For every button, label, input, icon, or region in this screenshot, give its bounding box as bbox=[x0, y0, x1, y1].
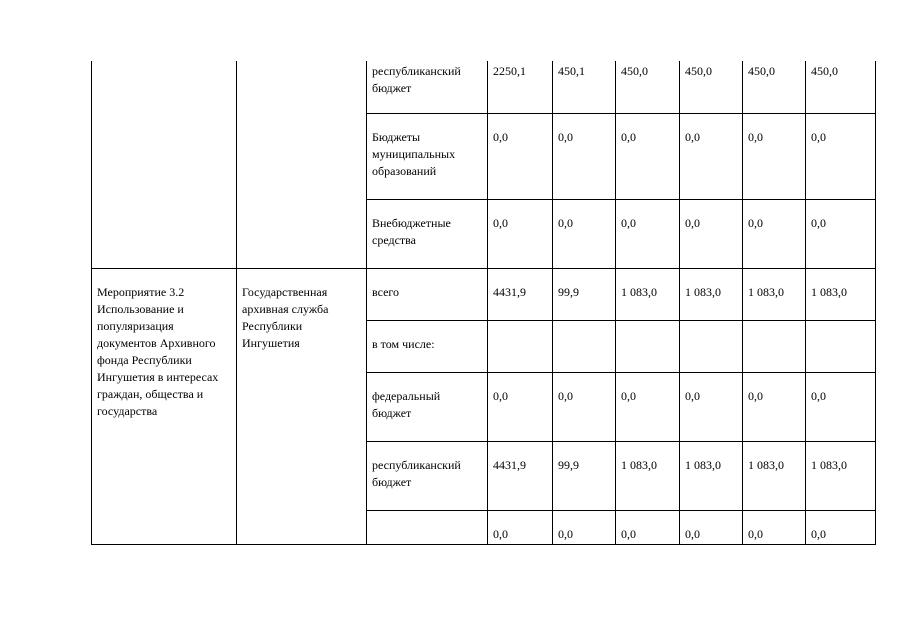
value-cell: 4431,9 bbox=[488, 268, 553, 320]
value-cell bbox=[680, 320, 743, 372]
funding-source-cell bbox=[367, 510, 488, 544]
empty-name-cell bbox=[92, 61, 237, 268]
value-cell: 0,0 bbox=[680, 199, 743, 268]
funding-source-cell: федеральный бюджет bbox=[367, 372, 488, 441]
value-cell: 0,0 bbox=[743, 113, 806, 199]
value-cell: 0,0 bbox=[743, 510, 806, 544]
value-cell: 0,0 bbox=[553, 113, 616, 199]
value-cell: 0,0 bbox=[806, 113, 876, 199]
value-cell: 450,0 bbox=[806, 61, 876, 113]
funding-source-cell: республиканский бюджет bbox=[367, 61, 488, 113]
value-cell: 0,0 bbox=[553, 199, 616, 268]
budget-table bbox=[91, 61, 876, 545]
value-cell: 99,9 bbox=[553, 268, 616, 320]
value-cell: 1 083,0 bbox=[743, 268, 806, 320]
value-cell: 1 083,0 bbox=[616, 441, 680, 510]
value-cell: 1 083,0 bbox=[680, 268, 743, 320]
value-cell: 0,0 bbox=[553, 510, 616, 544]
value-cell bbox=[616, 320, 680, 372]
funding-source-cell: Внебюджетные средства bbox=[367, 199, 488, 268]
value-cell: 0,0 bbox=[806, 372, 876, 441]
value-cell: 0,0 bbox=[616, 510, 680, 544]
funding-source-cell: всего bbox=[367, 268, 488, 320]
value-cell: 99,9 bbox=[553, 441, 616, 510]
value-cell: 450,0 bbox=[616, 61, 680, 113]
table-row bbox=[92, 61, 876, 113]
empty-executor-cell bbox=[237, 61, 367, 268]
value-cell: 1 083,0 bbox=[806, 441, 876, 510]
value-cell: 0,0 bbox=[806, 510, 876, 544]
value-cell: 0,0 bbox=[616, 113, 680, 199]
value-cell: 0,0 bbox=[553, 372, 616, 441]
table-row bbox=[92, 268, 876, 320]
value-cell bbox=[743, 320, 806, 372]
funding-source-cell: Бюджеты муниципальных образований bbox=[367, 113, 488, 199]
value-cell bbox=[488, 320, 553, 372]
value-cell: 0,0 bbox=[488, 113, 553, 199]
value-cell: 0,0 bbox=[806, 199, 876, 268]
value-cell: 1 083,0 bbox=[680, 441, 743, 510]
event-executor-cell: Государственная архивная служба Республики Ингушетия bbox=[237, 268, 367, 544]
value-cell: 1 083,0 bbox=[806, 268, 876, 320]
value-cell bbox=[806, 320, 876, 372]
value-cell: 0,0 bbox=[616, 372, 680, 441]
value-cell: 0,0 bbox=[616, 199, 680, 268]
funding-source-cell: в том числе: bbox=[367, 320, 488, 372]
value-cell bbox=[553, 320, 616, 372]
value-cell: 450,0 bbox=[680, 61, 743, 113]
value-cell: 0,0 bbox=[680, 113, 743, 199]
value-cell: 0,0 bbox=[743, 372, 806, 441]
value-cell: 4431,9 bbox=[488, 441, 553, 510]
value-cell: 2250,1 bbox=[488, 61, 553, 113]
value-cell: 450,1 bbox=[553, 61, 616, 113]
value-cell: 0,0 bbox=[488, 199, 553, 268]
value-cell: 0,0 bbox=[680, 510, 743, 544]
event-name-cell: Мероприятие 3.2 Использование и популяризация документов Архивного фонда Республики Ингушетия в интересах граждан, общества и государства bbox=[92, 268, 237, 544]
value-cell: 0,0 bbox=[743, 199, 806, 268]
value-cell: 0,0 bbox=[488, 510, 553, 544]
funding-source-cell: республиканский бюджет bbox=[367, 441, 488, 510]
value-cell: 450,0 bbox=[743, 61, 806, 113]
value-cell: 0,0 bbox=[680, 372, 743, 441]
value-cell: 1 083,0 bbox=[743, 441, 806, 510]
value-cell: 0,0 bbox=[488, 372, 553, 441]
value-cell: 1 083,0 bbox=[616, 268, 680, 320]
